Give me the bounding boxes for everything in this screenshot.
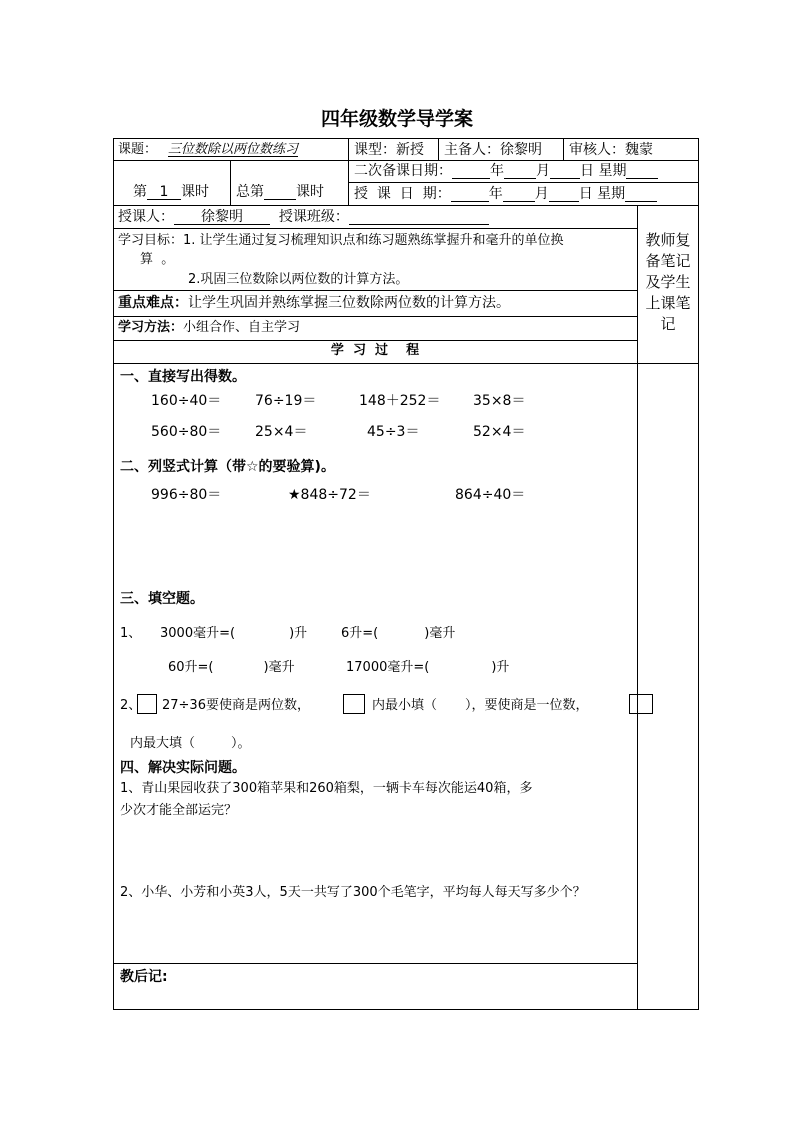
teacher-notes-label: 教师复 备笔记 及学生 上课笔 记 — [645, 231, 691, 333]
calc-item: 560÷80＝ — [151, 424, 222, 440]
teach-date: 授 课 日 期： 年 月 日 星期 — [354, 187, 657, 202]
col-divider-period — [230, 160, 231, 205]
problem1-line2: 少次才能全部运完？ — [120, 803, 238, 818]
rule-header-2 — [348, 182, 699, 183]
period-field: 第 1 课时 — [133, 184, 209, 200]
col-divider-date — [348, 138, 349, 205]
fill-q1-num: 1、 — [120, 626, 142, 641]
rule-reflection — [113, 963, 637, 964]
rule-keypoints — [113, 316, 637, 317]
calc-item: 76÷19＝ — [255, 393, 317, 409]
key-points: 重点难点：让学生巩固并熟练掌握三位数除两位数的计算方法。 — [118, 295, 510, 311]
answer-box[interactable] — [137, 694, 157, 714]
answer-box[interactable] — [343, 694, 365, 714]
problem1-line1: 1、青山果园收获了300箱苹果和260箱梨，一辆卡车每次能运40箱，多 — [120, 781, 533, 796]
vertical-calc-item: 996÷80＝ — [151, 487, 222, 503]
fill-q2-text2: 内最小填（ ），要使商是一位数， — [372, 698, 589, 713]
problem2: 2、小华、小芳和小英3人，5天一共写了300个毛笔字，平均每人每天写多少个？ — [120, 885, 586, 900]
rule-header-1 — [113, 160, 699, 161]
fill-q1b: 6升=( )毫升 — [341, 626, 456, 641]
rule-header-3 — [113, 205, 699, 206]
reflection-label: 教后记: — [120, 969, 168, 985]
calc-item: 25×4＝ — [255, 424, 308, 440]
section1-title: 一、直接写出得数。 — [120, 369, 246, 385]
topic-label: 课题： — [118, 142, 158, 157]
goals-line1: 学习目标：1. 让学生通过复习梳理知识点和练习题熟练掌握升和毫升的单位换 — [118, 233, 564, 248]
lesson-plan-table — [113, 138, 699, 1010]
topic-value: 三位数除以两位数练习 — [168, 142, 299, 157]
total-period-field: 总第 课时 — [236, 184, 324, 200]
calc-item: 52×4＝ — [473, 424, 526, 440]
goals-line1-cont: 算 。 — [140, 252, 175, 267]
fill-q2-text1: 27÷36要使商是两位数， — [162, 698, 310, 713]
calc-item: 148＋252＝ — [359, 393, 441, 409]
col-divider-notes — [637, 205, 638, 1010]
page-title: 四年级数学导学案 — [320, 108, 473, 130]
teacher-row: 授课人： 徐黎明 授课班级： — [118, 210, 489, 225]
calc-item: 45÷3＝ — [367, 424, 420, 440]
rule-goals — [113, 290, 637, 291]
fill-q1a: 3000毫升=( )升 — [160, 626, 308, 641]
rule-methods — [113, 340, 637, 341]
section2-title: 二、列竖式计算（带☆的要验算)。 — [120, 459, 335, 475]
process-title: 学 习 过 程 — [330, 343, 420, 358]
fill-q2-text4: 内最大填（ ）。 — [130, 736, 251, 751]
lesson-type: 课型：新授 — [354, 142, 424, 158]
col-divider-type — [438, 138, 439, 160]
second-prep-date: 二次备课日期： 年 月 日 星期 — [354, 164, 658, 179]
section4-title: 四、解决实际问题。 — [120, 760, 246, 776]
methods: 学习方法：小组合作、自主学习 — [118, 320, 301, 335]
calc-item: 160÷40＝ — [151, 393, 222, 409]
section3-title: 三、填空题。 — [120, 591, 204, 607]
fill-q1d: 17000毫升=( )升 — [346, 660, 510, 675]
vertical-calc-item: ★848÷72＝ — [288, 487, 371, 503]
goals-line2: 2.巩固三位数除以两位数的计算方法。 — [188, 272, 409, 287]
fill-q1c: 60升=( )毫升 — [168, 660, 295, 675]
preparer: 主备人：徐黎明 — [444, 142, 542, 158]
rule-teacher — [113, 228, 637, 229]
col-divider-preparer — [563, 138, 564, 160]
reviewer: 审核人：魏蒙 — [569, 142, 653, 158]
fill-q2-num: 2、 — [120, 698, 142, 713]
vertical-calc-item: 864÷40＝ — [455, 487, 526, 503]
answer-box[interactable] — [629, 694, 653, 714]
calc-item: 35×8＝ — [473, 393, 526, 409]
rule-process — [113, 363, 699, 364]
